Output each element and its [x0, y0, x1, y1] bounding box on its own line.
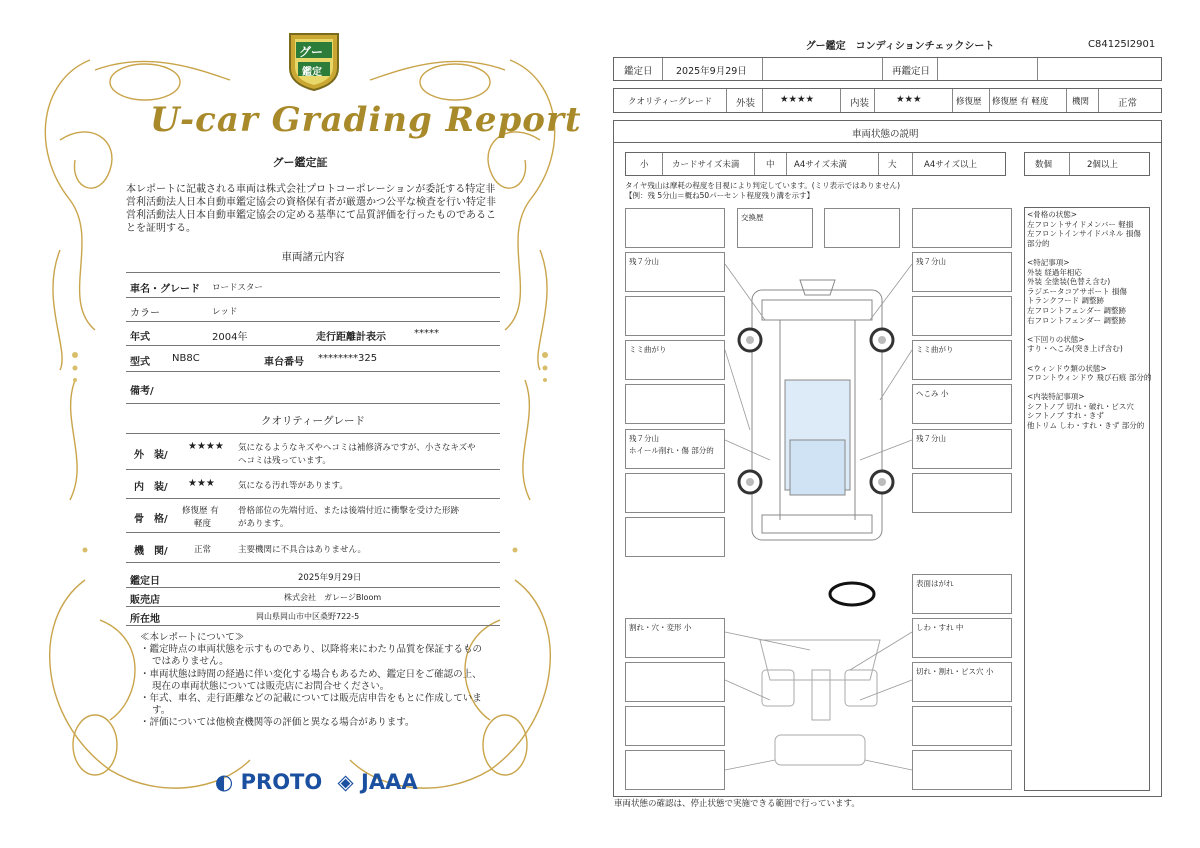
certificate-text: 本レポートに記載される車両は株式会社プロトコーポレーションが委託する特定非営利活動法人日本自動車鑑定協会の資格保有者が厳選かつ公平な検査を行い特定非営利活動法人日本自動車鑑定協会の定める基準にて品質評価を行ったものであることを証明する。 [126, 184, 496, 234]
label-left-2: ミミ曲がり [629, 345, 667, 354]
side-note-line: 他トリム しわ・すれ・きず 部分的 [1027, 421, 1145, 431]
engine-value: 正常 [1118, 98, 1138, 109]
diagram-box [625, 340, 725, 380]
size-mid: 中 [766, 160, 775, 170]
label-interior-right-2: 切れ・割れ・ビス穴 小 [916, 667, 994, 676]
date-value: 2025年9月29日 [676, 66, 747, 77]
dealer-value: 株式会社 ガレージBloom [284, 593, 382, 602]
label-right-4: 残７分山 [916, 434, 946, 443]
side-note-line: <ウィンドウ類の状態> [1027, 363, 1107, 373]
quality-row-exterior [126, 433, 500, 470]
engine-label: 機 関/ [134, 546, 168, 557]
report-script-title: U-car Grading Report [150, 100, 582, 140]
spec-row-color [126, 298, 500, 322]
frame-desc-2: があります。 [238, 519, 289, 529]
side-note-line: <内装特記事項> [1027, 392, 1085, 402]
dealer-row [126, 588, 500, 607]
diagram-box [824, 208, 900, 248]
side-note-line: <特記事項> [1027, 257, 1070, 267]
label-left-4a: 残７分山 [629, 434, 659, 443]
side-note-line: シフトノブ 切れ・破れ・ビス穴 [1027, 401, 1134, 411]
label-steering: 表面はがれ [916, 579, 954, 588]
date-label: 鑑定日 [624, 66, 653, 77]
quality-row-frame [126, 499, 500, 533]
jaaa-logo-icon: ◈ [337, 770, 354, 794]
side-note-line: シフトノブ すれ・きず [1027, 411, 1104, 421]
spec-row-name [126, 272, 500, 298]
note-item: ・評価については他検査機関等の評価と異なる場合があります。 [140, 717, 415, 729]
side-note-line: すり・へこみ(突き上げ含む) [1027, 344, 1123, 354]
diagram-box [912, 750, 1012, 790]
sheet-title: グー鑑定 コンディションチェックシート [805, 41, 995, 52]
diagram-box [625, 429, 725, 469]
diagram-box [625, 517, 725, 557]
size-large-desc: A4サイズ以上 [924, 160, 978, 170]
side-note-line: ラジエータコアサポート 損傷 [1027, 286, 1127, 296]
jaaa-logo: JAAA [361, 770, 418, 794]
side-note-line: 左フロントインサイドパネル 損傷 [1027, 229, 1141, 239]
badge-bottom-text: 鑑定 [302, 67, 322, 78]
label-right-3: へこみ 小 [916, 389, 949, 398]
year-label: 年式 [130, 332, 150, 343]
mileage-label: 走行距離計表示 [316, 332, 386, 343]
frame-grade: 修復歴 有 [182, 506, 219, 516]
repair-value: 修復歴 有 軽度 [992, 97, 1049, 107]
spec-row-year [126, 322, 500, 346]
size-legend [625, 152, 1006, 176]
name-value: ロードスター [212, 283, 263, 293]
diagram-box [912, 662, 1012, 702]
notes-title: ≪本レポートについて≫ [140, 632, 245, 643]
quality-row-engine [126, 533, 500, 563]
label-interior-left-1: 割れ・穴・変形 小 [629, 623, 692, 632]
color-label: カラー [130, 308, 160, 319]
address-label: 所在地 [130, 614, 160, 625]
size-large: 大 [888, 160, 897, 170]
chassis-value: ********325 [318, 353, 378, 364]
tire-note-2: 【例：残 5分山＝概ね50パーセント程度残り溝を示す】 [625, 191, 815, 200]
address-row [126, 607, 500, 626]
count-legend [1024, 152, 1150, 176]
proto-logo-icon: ◐ [215, 770, 234, 794]
certificate-title: グー鑑定証 [272, 156, 328, 169]
engine-desc-1: 主要機関に不具合はありません。 [238, 545, 367, 555]
dealer-label: 販売店 [130, 595, 160, 606]
side-note-line [1027, 248, 1151, 258]
appraisal-date-row [126, 566, 500, 588]
interior-desc-1: 気になる汚れ等があります。 [238, 481, 348, 491]
steering-wheel-icon [830, 583, 874, 605]
diagram-box [737, 208, 813, 248]
engine-label: 機関 [1072, 97, 1090, 107]
exterior-desc-1: 気になるようなキズやヘコミは補修済みですが、小さなキズや [238, 443, 476, 453]
side-note-line [1027, 383, 1151, 393]
size-small-desc: カードサイズ未満 [672, 160, 740, 170]
spec-row-remarks [126, 372, 500, 404]
name-label: 車名・グレード [130, 284, 200, 295]
engine-grade: 正常 [194, 545, 212, 555]
tire-note-1: タイヤ残山は摩耗の程度を目視により判定しています。(ミリ表示ではありません) [625, 181, 901, 190]
side-note-line: 右フロントフェンダー 調整跡 [1027, 315, 1126, 325]
diagram-box [625, 750, 725, 790]
label-left-4b: ホイール削れ・傷 部分的 [629, 446, 714, 455]
side-note-line: <骨格の状態> [1027, 210, 1078, 219]
interior-value: ★★★ [896, 94, 922, 105]
diagram-box [912, 252, 1012, 292]
reappraisal-label: 再鑑定日 [892, 66, 931, 77]
remarks-label: 備考/ [130, 386, 154, 397]
side-notes [1027, 210, 1151, 431]
repair-label: 修復歴 [956, 97, 982, 107]
goo-badge [286, 30, 342, 92]
quality-grade-label: クオリティーグレード [628, 97, 713, 107]
label-left-1: 残７分山 [629, 257, 659, 266]
diagram-box [912, 473, 1012, 513]
appraisal-date-label: 鑑定日 [130, 576, 160, 587]
size-mid-desc: A4サイズ未満 [794, 160, 848, 170]
diagram-box [912, 574, 1012, 614]
count-desc: 2個以上 [1087, 160, 1118, 170]
side-note-line: 外装 全塗装(色替え含む) [1027, 277, 1111, 287]
frame-label: 骨 格/ [134, 514, 168, 525]
side-note-line [1027, 354, 1151, 364]
diagram-box [625, 296, 725, 336]
diagram-box [912, 296, 1012, 336]
sheet-footer: 車両状態の確認は、停止状態で実施できる範囲で行っています。 [614, 799, 860, 809]
address-value: 岡山県岡山市中区桑野722-5 [256, 612, 360, 621]
side-note-line: 左フロントサイドメンバー 軽損 [1027, 219, 1134, 229]
quality-title: クオリティーグレード [261, 415, 365, 427]
report-notes [140, 632, 490, 730]
exterior-label: 外装 [736, 98, 756, 109]
label-top-center: 交換歴 [741, 213, 764, 222]
side-note-line: 外装 経過年相応 [1027, 267, 1082, 277]
proto-logo: PROTO [240, 770, 323, 794]
date-row [613, 57, 1162, 81]
exterior-label: 外 装/ [134, 450, 168, 461]
model-value: NB8C [172, 353, 200, 364]
chassis-label: 車台番号 [264, 357, 304, 368]
mileage-value: ***** [414, 328, 439, 339]
diagram-box [912, 340, 1012, 380]
diagram-box [625, 618, 725, 658]
side-note-line [1027, 325, 1151, 335]
spec-row-model [126, 346, 500, 372]
exterior-desc-2: ヘコミは残っています。 [238, 456, 331, 466]
sheet-code: C84125I2901 [1088, 39, 1156, 50]
side-note-line: フロントウィンドウ 飛び石痕 部分的 [1027, 373, 1152, 383]
frame-grade-level: 軽度 [194, 519, 212, 529]
note-item: ・鑑定時点の車両状態を示すものであり、以降将来にわたり品質を保証するものではありません。 [140, 644, 483, 668]
shield-icon [286, 30, 342, 92]
interior-label: 内 装/ [134, 482, 168, 493]
diagram-box [625, 706, 725, 746]
logos [215, 770, 418, 794]
diagram-box [625, 473, 725, 513]
interior-grade: ★★★ [188, 478, 215, 489]
specs-title: 車両諸元内容 [281, 251, 345, 263]
state-title: 車両状態の説明 [852, 129, 919, 140]
count-label: 数個 [1035, 160, 1053, 170]
label-interior-right-1: しわ・すれ 中 [916, 623, 964, 632]
diagram-box [912, 384, 1012, 424]
side-note-line: 部分的 [1027, 238, 1050, 248]
label-right-1: 残７分山 [916, 257, 946, 266]
diagram-box [912, 429, 1012, 469]
diagram-box [912, 208, 1012, 248]
model-label: 型式 [130, 357, 150, 368]
color-value: レッド [212, 307, 238, 317]
grade-row [613, 88, 1162, 113]
diagram-box [625, 662, 725, 702]
size-small: 小 [640, 160, 649, 170]
note-item: ・車両状態は時間の経過に伴い変化する場合もあるため、鑑定日をご確認の上、現在の車両状態については販売店にお問合せください。 [140, 668, 482, 692]
side-note-line: 左フロントフェンダー 調整跡 [1027, 305, 1126, 315]
frame-desc-1: 骨格部位の先端付近、または後端付近に衝撃を受けた形跡 [238, 506, 460, 516]
diagram-box [625, 384, 725, 424]
quality-row-interior [126, 470, 500, 499]
year-value: 2004年 [212, 332, 248, 343]
diagram-box [912, 706, 1012, 746]
side-note-line: トランクフード 調整跡 [1027, 296, 1105, 306]
diagram-box [625, 252, 725, 292]
interior-label: 内装 [850, 98, 870, 109]
diagram-box [625, 208, 725, 248]
badge-top-text: グー [299, 45, 324, 59]
exterior-grade: ★★★★ [188, 441, 224, 452]
appraisal-date-value: 2025年9月29日 [298, 573, 362, 583]
exterior-value: ★★★★ [780, 94, 815, 105]
side-note-line: <下回りの状態> [1027, 334, 1085, 344]
diagram-box [912, 618, 1012, 658]
note-item: ・年式、車名、走行距離などの記載については販売店申告をもとに作成しています。 [140, 693, 482, 717]
label-right-2: ミミ曲がり [916, 345, 954, 354]
